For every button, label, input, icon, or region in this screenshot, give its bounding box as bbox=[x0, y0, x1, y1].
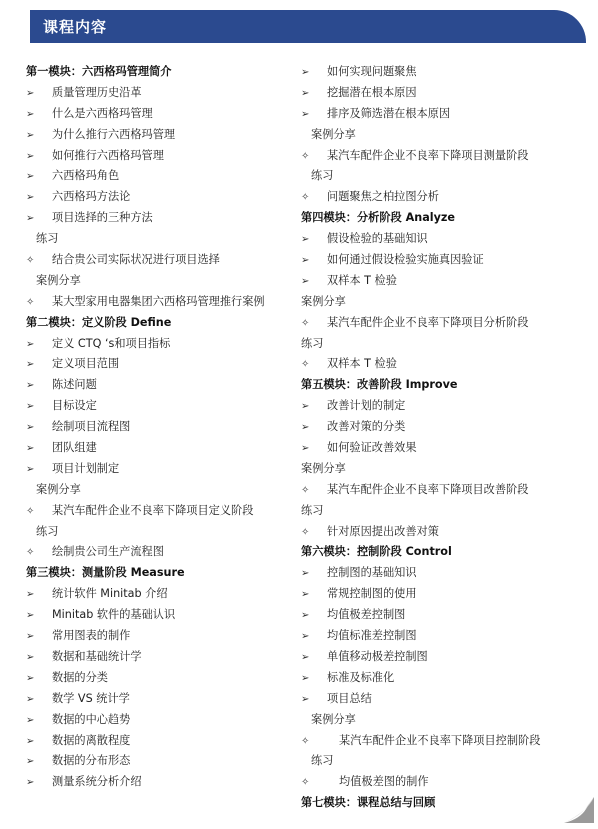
list-item bbox=[26, 125, 298, 146]
arrow-bullet-icon: ➢ bbox=[26, 651, 35, 663]
list-item bbox=[301, 396, 563, 417]
arrow-bullet-icon: ➢ bbox=[26, 213, 35, 225]
arrow-bullet-icon: ➢ bbox=[26, 108, 35, 120]
list-item bbox=[301, 250, 563, 271]
subheading: 练习 bbox=[311, 169, 334, 183]
diamond-bullet-icon: ✧ bbox=[26, 547, 35, 559]
arrow-bullet-icon: ➢ bbox=[26, 150, 35, 162]
list-item bbox=[301, 62, 563, 83]
diamond-bullet-icon: ✧ bbox=[26, 296, 35, 308]
arrow-bullet-icon: ➢ bbox=[26, 129, 35, 141]
subheading: 练习 bbox=[301, 336, 324, 350]
arrow-bullet-icon: ➢ bbox=[26, 422, 35, 434]
list-item-text: 改善对策的分类 bbox=[327, 420, 406, 434]
activity-item bbox=[301, 354, 563, 375]
list-item-text: 假设检验的基础知识 bbox=[327, 232, 428, 246]
list-item-text: 常规控制图的使用 bbox=[327, 587, 417, 601]
list-item-text: 数据和基础统计学 bbox=[52, 649, 142, 663]
list-item-text: 绘制项目流程图 bbox=[52, 420, 131, 434]
list-item-text: 统计软件 Minitab 介绍 bbox=[52, 587, 168, 601]
list-item-text: 标准及标准化 bbox=[327, 670, 395, 684]
list-item-text: 均值极差控制图 bbox=[327, 608, 406, 622]
arrow-bullet-icon: ➢ bbox=[301, 87, 310, 99]
arrow-bullet-icon: ➢ bbox=[301, 422, 310, 434]
page-title: 课程内容 bbox=[43, 18, 108, 36]
list-item-text: 排序及筛选潜在根本原因 bbox=[327, 106, 451, 120]
list-item-text: 定义 CTQ ‘s和项目指标 bbox=[52, 336, 171, 350]
list-item-text: 某汽车配件企业不良率下降项目控制阶段 bbox=[339, 733, 541, 747]
list-item bbox=[26, 354, 298, 375]
list-item bbox=[301, 689, 563, 710]
activity-item bbox=[26, 501, 298, 522]
list-item-text: 为什么推行六西格玛管理 bbox=[52, 127, 176, 141]
section-header bbox=[30, 10, 586, 43]
arrow-bullet-icon: ➢ bbox=[26, 359, 35, 371]
page-curl-icon bbox=[558, 797, 594, 823]
list-item-text: 控制图的基础知识 bbox=[327, 566, 417, 580]
arrow-bullet-icon: ➢ bbox=[26, 756, 35, 768]
arrow-bullet-icon: ➢ bbox=[301, 275, 310, 287]
activity-item bbox=[301, 731, 563, 752]
list-item bbox=[26, 146, 298, 167]
subheading: 练习 bbox=[36, 232, 59, 246]
diamond-bullet-icon: ✧ bbox=[301, 777, 310, 789]
subheading: 案例分享 bbox=[36, 482, 81, 496]
arrow-bullet-icon: ➢ bbox=[26, 631, 35, 643]
arrow-bullet-icon: ➢ bbox=[26, 192, 35, 204]
diamond-bullet-icon: ✧ bbox=[26, 255, 35, 267]
list-item bbox=[26, 375, 298, 396]
list-item bbox=[26, 83, 298, 104]
list-item bbox=[26, 459, 298, 480]
list-item-text: 测量系统分析介绍 bbox=[52, 775, 142, 789]
list-item bbox=[301, 605, 563, 626]
arrow-bullet-icon: ➢ bbox=[26, 672, 35, 684]
arrow-bullet-icon: ➢ bbox=[26, 443, 35, 455]
list-item-text: 结合贵公司实际状况进行项目选择 bbox=[52, 253, 220, 267]
list-item-text: 某汽车配件企业不良率下降项目分析阶段 bbox=[327, 315, 529, 329]
list-item bbox=[301, 647, 563, 668]
arrow-bullet-icon: ➢ bbox=[26, 463, 35, 475]
subheading: 案例分享 bbox=[36, 273, 81, 287]
list-item bbox=[26, 626, 298, 647]
list-item-text: 某大型家用电器集团六西格玛管理推行案例 bbox=[52, 294, 265, 308]
list-item-text: 某汽车配件企业不良率下降项目测量阶段 bbox=[327, 148, 529, 162]
arrow-bullet-icon: ➢ bbox=[26, 735, 35, 747]
activity-item bbox=[26, 250, 298, 271]
diamond-bullet-icon: ✧ bbox=[301, 192, 310, 204]
subheading: 案例分享 bbox=[311, 712, 356, 726]
activity-item bbox=[26, 542, 298, 563]
subheading: 练习 bbox=[36, 524, 59, 538]
module-heading: 第五模块：改善阶段 Improve bbox=[301, 378, 458, 392]
list-item bbox=[301, 417, 563, 438]
list-item bbox=[26, 668, 298, 689]
list-item bbox=[26, 772, 298, 793]
arrow-bullet-icon: ➢ bbox=[26, 380, 35, 392]
module-heading: 第七模块：课程总结与回顾 bbox=[301, 796, 436, 810]
diamond-bullet-icon: ✧ bbox=[301, 150, 310, 162]
list-item-text: 绘制贵公司生产流程图 bbox=[52, 545, 164, 559]
list-item-text: 如何通过假设检验实施真因验证 bbox=[327, 253, 484, 267]
list-item-text: 常用图表的制作 bbox=[52, 629, 131, 643]
list-item-text: 双样本 T 检验 bbox=[327, 273, 397, 287]
subheading: 练习 bbox=[301, 503, 324, 517]
arrow-bullet-icon: ➢ bbox=[26, 338, 35, 350]
list-item bbox=[301, 584, 563, 605]
list-item-text: 目标设定 bbox=[52, 399, 97, 413]
list-item bbox=[26, 104, 298, 125]
list-item bbox=[301, 271, 563, 292]
list-item bbox=[26, 689, 298, 710]
list-item-text: 项目计划制定 bbox=[52, 461, 120, 475]
list-item-text: 双样本 T 检验 bbox=[327, 357, 397, 371]
list-item bbox=[26, 187, 298, 208]
arrow-bullet-icon: ➢ bbox=[301, 672, 310, 684]
list-item bbox=[26, 166, 298, 187]
arrow-bullet-icon: ➢ bbox=[301, 67, 310, 78]
module-heading: 第三模块：测量阶段 Measure bbox=[26, 566, 185, 580]
arrow-bullet-icon: ➢ bbox=[301, 693, 310, 705]
list-item-text: 数据的离散程度 bbox=[52, 733, 131, 747]
diamond-bullet-icon: ✧ bbox=[301, 526, 310, 538]
list-item-text: 数据的分类 bbox=[52, 670, 108, 684]
module-heading: 第一模块：六西格玛管理简介 bbox=[26, 65, 172, 78]
list-item-text: 某汽车配件企业不良率下降项目定义阶段 bbox=[52, 503, 254, 517]
arrow-bullet-icon: ➢ bbox=[301, 401, 310, 413]
list-item-text: 六西格玛角色 bbox=[52, 169, 120, 183]
list-item bbox=[301, 668, 563, 689]
activity-item bbox=[301, 772, 563, 793]
module-heading: 第二模块：定义阶段 Define bbox=[26, 315, 172, 329]
list-item-text: 均值极差图的制作 bbox=[339, 775, 429, 789]
activity-item bbox=[301, 146, 563, 167]
list-item-text: 如何实现问题聚焦 bbox=[327, 65, 417, 78]
list-item bbox=[26, 751, 298, 772]
module-heading: 第六模块：控制阶段 Control bbox=[301, 545, 452, 559]
list-item bbox=[301, 626, 563, 647]
list-item-text: 项目选择的三种方法 bbox=[52, 211, 153, 225]
list-item-text: 项目总结 bbox=[327, 691, 372, 705]
arrow-bullet-icon: ➢ bbox=[301, 631, 310, 643]
list-item-text: 针对原因提出改善对策 bbox=[327, 524, 439, 538]
list-item-text: 陈述问题 bbox=[52, 378, 97, 392]
list-item-text: 如何推行六西格玛管理 bbox=[52, 148, 164, 162]
list-item bbox=[26, 438, 298, 459]
diamond-bullet-icon: ✧ bbox=[26, 505, 35, 517]
list-item-text: 挖掘潜在根本原因 bbox=[327, 85, 417, 99]
list-item bbox=[26, 647, 298, 668]
list-item bbox=[26, 710, 298, 731]
list-item bbox=[26, 731, 298, 752]
list-item bbox=[301, 438, 563, 459]
subheading: 案例分享 bbox=[301, 294, 346, 308]
list-item bbox=[26, 396, 298, 417]
activity-item bbox=[26, 292, 298, 313]
list-item-text: 改善计划的制定 bbox=[327, 399, 406, 413]
list-item-text: 六西格玛方法论 bbox=[52, 190, 131, 204]
list-item bbox=[301, 229, 563, 250]
list-item-text: 什么是六西格玛管理 bbox=[52, 106, 153, 120]
list-item-text: Minitab 软件的基础认识 bbox=[52, 608, 176, 622]
arrow-bullet-icon: ➢ bbox=[26, 610, 35, 622]
arrow-bullet-icon: ➢ bbox=[26, 777, 35, 789]
module-heading: 第四模块：分析阶段 Analyze bbox=[301, 211, 455, 225]
arrow-bullet-icon: ➢ bbox=[301, 610, 310, 622]
diamond-bullet-icon: ✧ bbox=[301, 359, 310, 371]
list-item bbox=[301, 104, 563, 125]
activity-item bbox=[301, 187, 563, 208]
list-item bbox=[301, 83, 563, 104]
arrow-bullet-icon: ➢ bbox=[301, 255, 310, 267]
list-item-text: 质量管理历史沿革 bbox=[52, 85, 142, 99]
arrow-bullet-icon: ➢ bbox=[301, 589, 310, 601]
diamond-bullet-icon: ✧ bbox=[301, 484, 310, 496]
list-item bbox=[26, 334, 298, 355]
arrow-bullet-icon: ➢ bbox=[301, 651, 310, 663]
right-column bbox=[301, 62, 563, 814]
arrow-bullet-icon: ➢ bbox=[301, 443, 310, 455]
arrow-bullet-icon: ➢ bbox=[26, 714, 35, 726]
list-item-text: 单值移动极差控制图 bbox=[327, 649, 428, 663]
activity-item bbox=[301, 313, 563, 334]
list-item-text: 团队组建 bbox=[52, 441, 97, 455]
list-item-text: 问题聚焦之柏拉图分析 bbox=[327, 190, 439, 204]
list-item bbox=[26, 605, 298, 626]
list-item-text: 数学 VS 统计学 bbox=[52, 691, 130, 705]
subheading: 练习 bbox=[311, 754, 334, 768]
diamond-bullet-icon: ✧ bbox=[301, 735, 310, 747]
list-item-text: 数据的分布形态 bbox=[52, 754, 131, 768]
arrow-bullet-icon: ➢ bbox=[26, 693, 35, 705]
arrow-bullet-icon: ➢ bbox=[301, 234, 310, 246]
diamond-bullet-icon: ✧ bbox=[301, 317, 310, 329]
arrow-bullet-icon: ➢ bbox=[301, 108, 310, 120]
arrow-bullet-icon: ➢ bbox=[26, 171, 35, 183]
arrow-bullet-icon: ➢ bbox=[26, 87, 35, 99]
list-item-text: 数据的中心趋势 bbox=[52, 712, 131, 726]
list-item bbox=[26, 417, 298, 438]
subheading: 案例分享 bbox=[301, 461, 346, 475]
activity-item bbox=[301, 522, 563, 543]
list-item bbox=[26, 584, 298, 605]
arrow-bullet-icon: ➢ bbox=[301, 568, 310, 580]
list-item bbox=[26, 208, 298, 229]
list-item-text: 某汽车配件企业不良率下降项目改善阶段 bbox=[327, 482, 529, 496]
list-item-text: 均值标准差控制图 bbox=[327, 629, 417, 643]
arrow-bullet-icon: ➢ bbox=[26, 589, 35, 601]
arrow-bullet-icon: ➢ bbox=[26, 401, 35, 413]
list-item bbox=[301, 563, 563, 584]
subheading: 案例分享 bbox=[311, 127, 356, 141]
activity-item bbox=[301, 480, 563, 501]
list-item-text: 如何验证改善效果 bbox=[327, 441, 417, 455]
list-item-text: 定义项目范围 bbox=[52, 357, 120, 371]
left-column bbox=[26, 62, 298, 793]
